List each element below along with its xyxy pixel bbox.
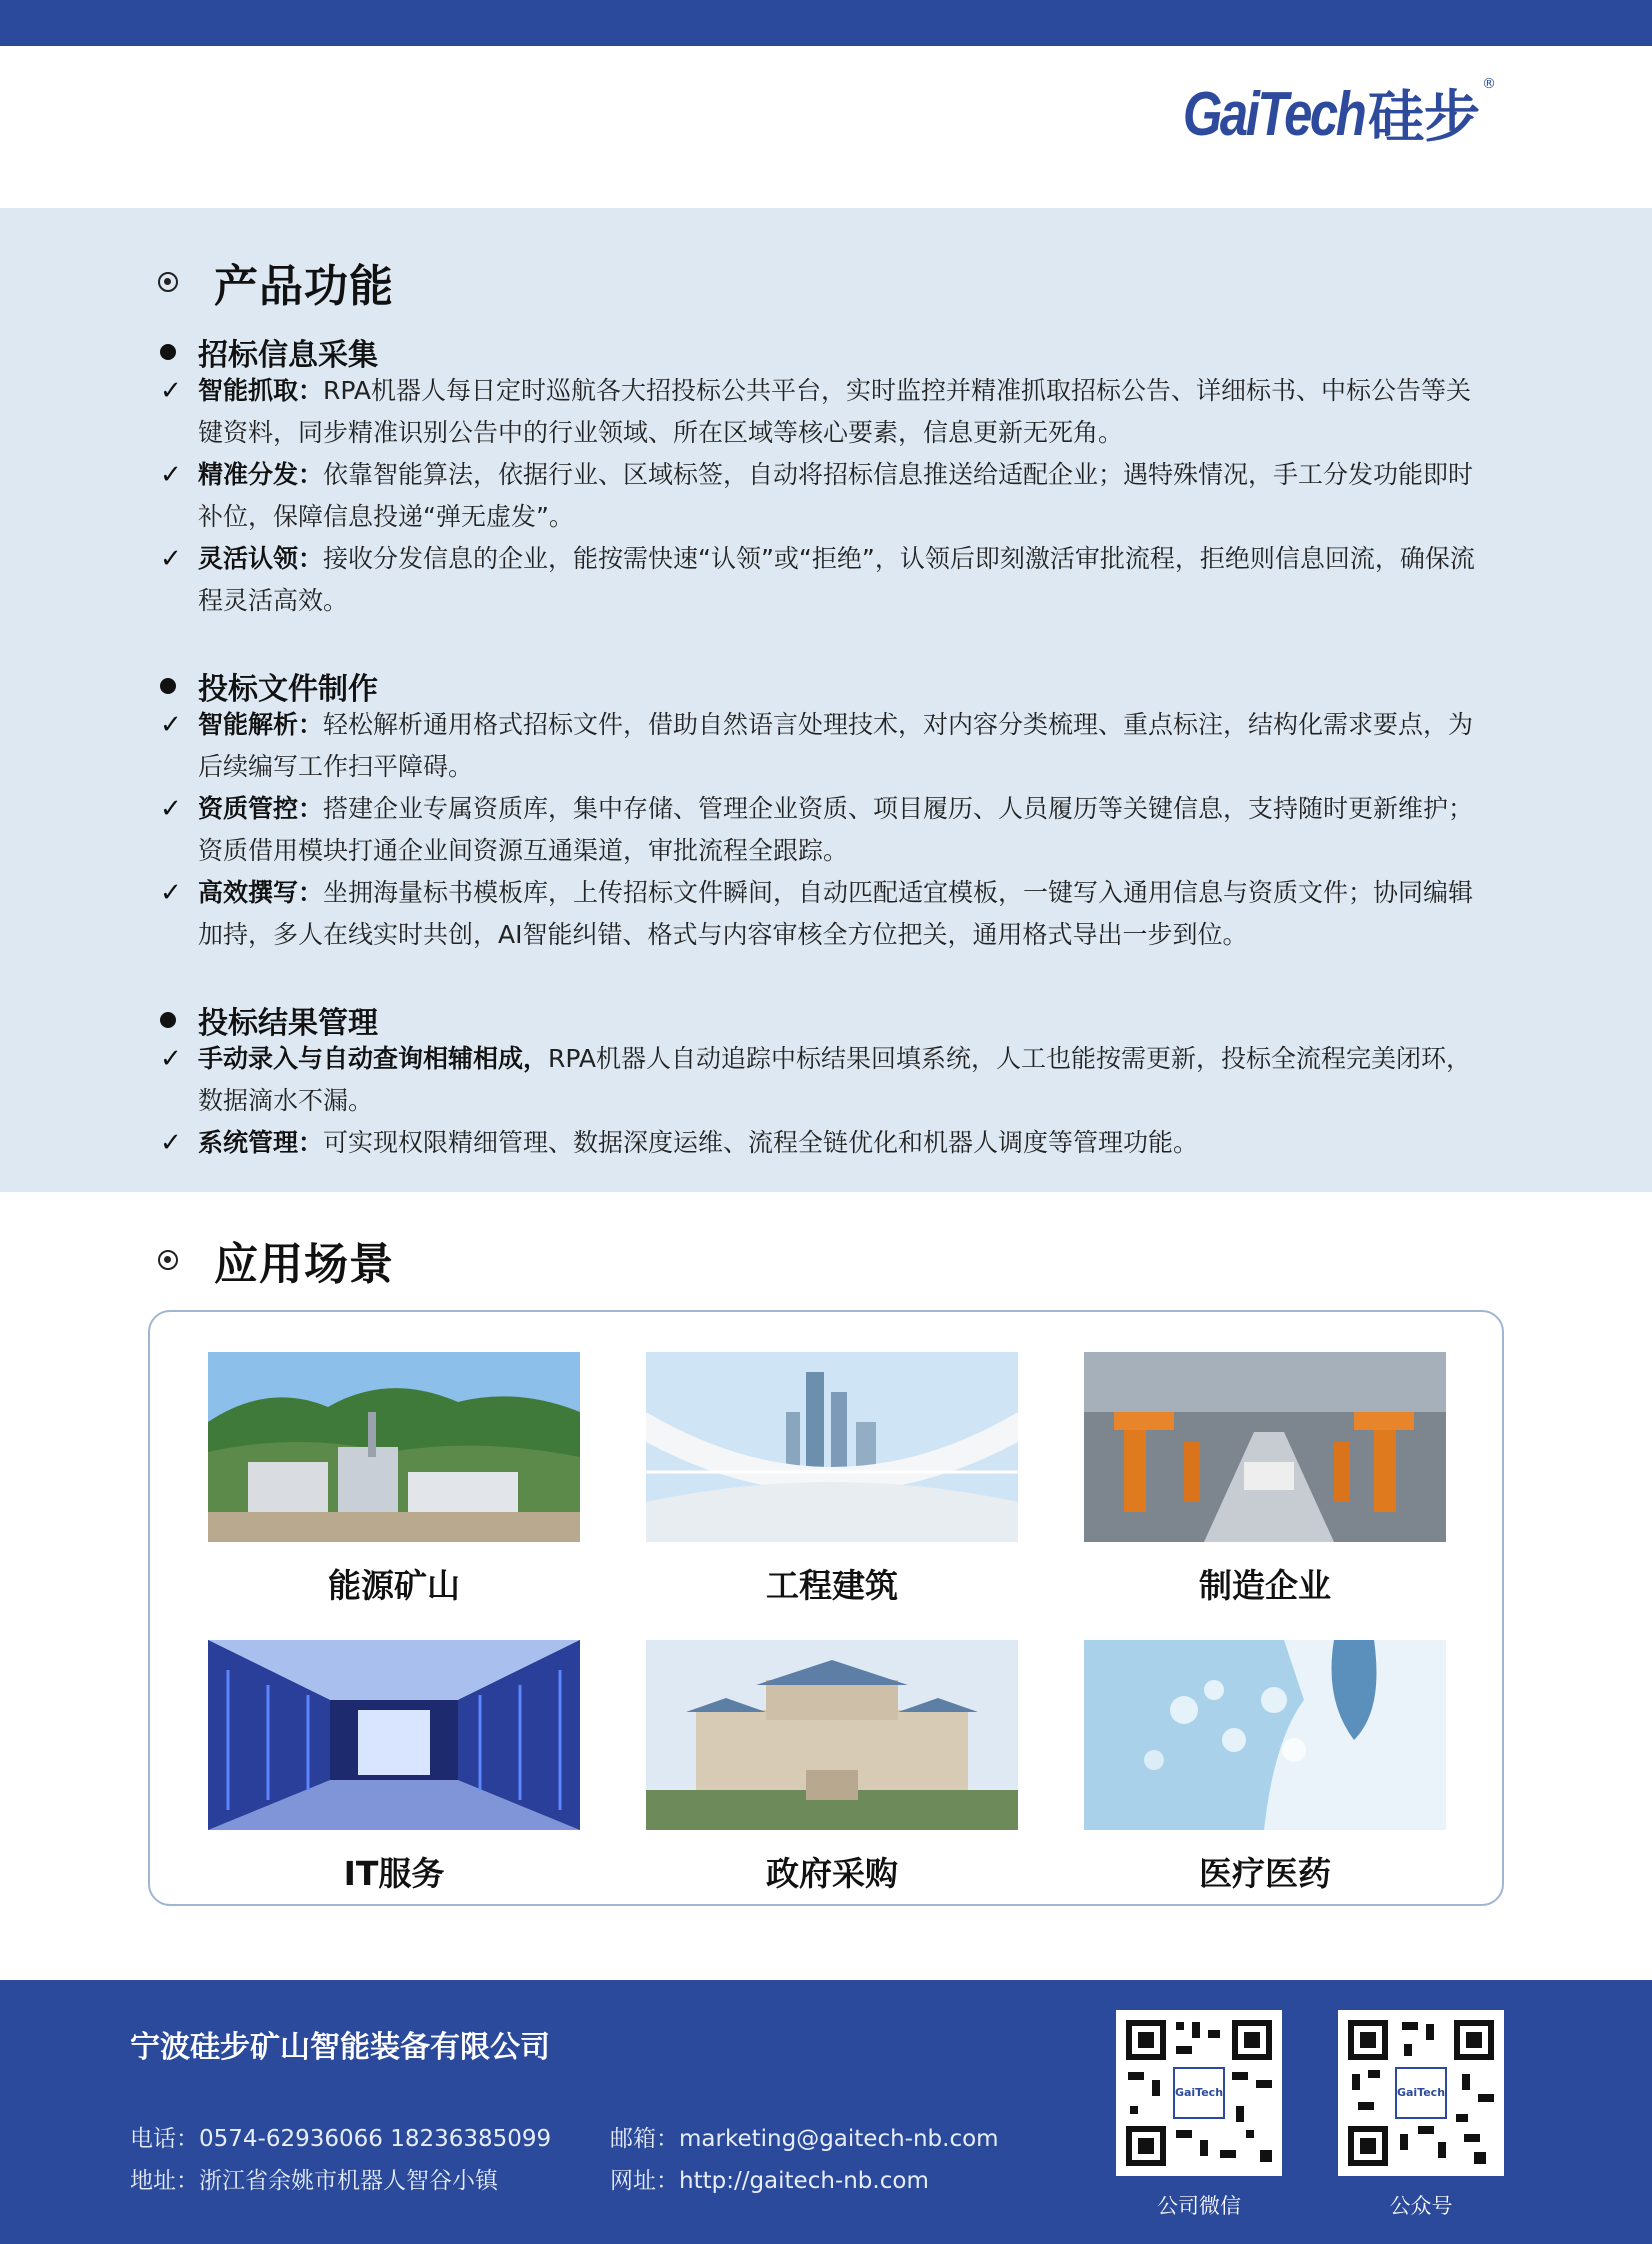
check-icon: ✓ [160,794,182,824]
scenario-label: 工程建筑 [766,1566,898,1605]
logo-english: GaiTech [1182,80,1364,149]
group-title: 投标文件制作 [198,672,378,707]
feature-label: 资质管控： [198,794,324,823]
scenario-card-manufacturing [1084,1352,1446,1607]
feature-item [160,454,1490,538]
feature-label: 手动录入与自动查询相辅相成， [198,1044,549,1073]
contact-phone: 电话：0574-62936066 18236385099 [130,2126,552,2152]
contact-address: 地址：浙江省余姚市机器人智谷小镇 [130,2168,498,2194]
scenario-label: 政府采购 [766,1854,898,1893]
qr-center-logo: GaiTech [1396,2086,1446,2099]
company-name: 宁波硅步矿山智能装备有限公司 [130,2030,550,2065]
top-banner-bar [0,0,1652,46]
contact-website[interactable]: 网址：http://gaitech-nb.com [610,2168,929,2194]
feature-label: 智能解析： [198,710,324,739]
doctor-digital-health-image [1084,1640,1446,1830]
group-heading-bid-results [160,998,378,1042]
scenarios-title: 应用场景 [214,1239,394,1290]
qr-label-official-account: 公众号 [1389,2194,1453,2218]
group-heading-bid-collection [160,330,378,374]
feature-item [160,1038,1490,1122]
feature-text: RPA机器人每日定时巡航各大招投标公共平台，实时监控并精准抓取招标公告、详细标书、中标公告等关键资料，同步精准识别公告中的行业领域、所在区域等核心要素，信息更新无死角。 [198,376,1471,447]
feature-item [160,1122,1490,1164]
feature-text: 接收分发信息的企业，能按需快速“认领”或“拒绝”，认领后即刻激活审批流程，拒绝则信息回流，确保流程灵活高效。 [198,544,1475,615]
scenario-card-government [646,1640,1018,1895]
city-skyscrapers-image [646,1352,1018,1542]
feature-text: 可实现权限精细管理、数据深度运维、流程全链优化和机器人调度等管理功能。 [323,1128,1199,1157]
scenario-label: 制造企业 [1199,1566,1331,1605]
scenarios-grid [148,1310,1504,1906]
wechat-qr-code [1116,2010,1282,2176]
check-icon: ✓ [160,544,182,574]
target-circle-icon [158,1250,178,1270]
group-title: 投标结果管理 [198,1006,378,1041]
bullet-icon [160,1012,176,1028]
feature-label: 智能抓取： [198,376,324,405]
registered-mark: ® [1482,76,1496,92]
contact-email[interactable]: 邮箱：marketing@gaitech-nb.com [610,2126,999,2152]
feature-text: 搭建企业专属资质库，集中存储、管理企业资质、项目履历、人员履历等关键信息，支持随时更新维护；资质借用模块打通企业间资源互通渠道，审批流程全跟踪。 [198,794,1474,865]
gaitech-logo [1143,76,1496,150]
scenario-label: 能源矿山 [328,1566,460,1605]
feature-text: 坐拥海量标书模板库，上传招标文件瞬间，自动匹配适宜模板，一键写入通用信息与资质文件；协同编辑加持，多人在线实时共创，AI智能纠错、格式与内容审核全方位把关，通用格式导出一步到位。 [198,878,1474,949]
scenario-label: IT服务 [343,1854,445,1893]
scenario-card-medical [1084,1640,1446,1895]
group-title: 招标信息采集 [198,338,378,373]
check-icon: ✓ [160,1044,182,1074]
feature-label: 精准分发： [198,460,324,489]
check-icon: ✓ [160,710,182,740]
features-heading [158,250,394,314]
mine-landscape-image [208,1352,580,1542]
features-title: 产品功能 [214,261,394,312]
scenario-card-it-services [208,1640,580,1895]
scenario-label: 医疗医药 [1199,1854,1331,1893]
check-icon: ✓ [160,878,182,908]
feature-item [160,788,1490,872]
feature-label: 灵活认领： [198,544,324,573]
server-room-image [208,1640,580,1830]
scenario-card-engineering [646,1352,1018,1607]
check-icon: ✓ [160,376,182,406]
footer [0,1980,1652,2244]
bullet-icon [160,678,176,694]
feature-item [160,370,1490,454]
feature-label: 高效撰写： [198,878,324,907]
group-heading-bid-docs [160,664,378,708]
qr-label-wechat: 公司微信 [1157,2194,1241,2218]
scenario-card-energy-mining [208,1352,580,1607]
feature-text: 依靠智能算法，依据行业、区域标签，自动将招标信息推送给适配企业；遇特殊情况，手工分发功能即时补位，保障信息投递“弹无虚发”。 [198,460,1474,531]
bullet-icon [160,344,176,360]
robot-assembly-line-image [1084,1352,1446,1542]
official-account-qr-code [1338,2010,1504,2176]
feature-text: RPA机器人自动追踪中标结果回填系统，人工也能按需更新，投标全流程完美闭环，数据滴水不漏。 [198,1044,1471,1115]
target-circle-icon [158,272,178,292]
feature-text: 轻松解析通用格式招标文件，借助自然语言处理技术，对内容分类梳理、重点标注，结构化需求要点，为后续编写工作扫平障碍。 [198,710,1474,781]
check-icon: ✓ [160,1128,182,1158]
qr-center-logo: GaiTech [1174,2086,1224,2099]
check-icon: ✓ [160,460,182,490]
feature-item [160,538,1490,622]
feature-item [160,704,1490,788]
feature-label: 系统管理： [198,1128,324,1157]
government-building-image [646,1640,1018,1830]
scenarios-heading [158,1228,394,1292]
feature-item [160,872,1490,956]
logo-chinese: 硅步 [1368,85,1480,150]
